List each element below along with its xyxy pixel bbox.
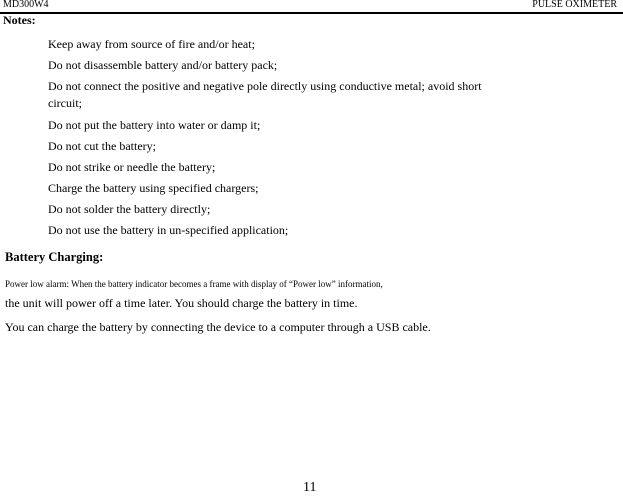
note-item: Do not strike or needle the battery;: [48, 160, 216, 174]
note-item: Do not cut the battery;: [48, 139, 156, 153]
note-item: Do not use the battery in un-specified application;: [48, 223, 289, 237]
page-number: 11: [303, 480, 317, 495]
note-item: Do not connect the positive and negative pole directly using conductive metal; avoid short circuit;: [48, 79, 482, 110]
usb-charging-text: You can charge the battery by connecting the device to a computer through a USB cable.: [5, 320, 431, 334]
note-item: Do not put the battery into water or damp it;: [48, 118, 261, 132]
note-item: Do not disassemble battery and/or battery pack;: [48, 58, 278, 72]
notes-heading: Notes:: [3, 13, 36, 27]
notes-list: [48, 36, 518, 243]
note-item: Charge the battery using specified chargers;: [48, 181, 259, 195]
note-item: Keep away from source of fire and/or heat;: [48, 37, 255, 51]
page-header: [0, 0, 623, 14]
header-product: PULSE OXIMETER: [532, 0, 617, 10]
power-low-alarm-text: Power low alarm: When the battery indicator becomes a frame with display of “Power low” information,: [5, 279, 383, 289]
header-model: MD300W4: [3, 0, 49, 10]
power-off-text: the unit will power off a time later. You should charge the battery in time.: [5, 296, 358, 310]
note-item: Do not solder the battery directly;: [48, 202, 211, 216]
battery-charging-heading: Battery Charging:: [5, 250, 104, 264]
